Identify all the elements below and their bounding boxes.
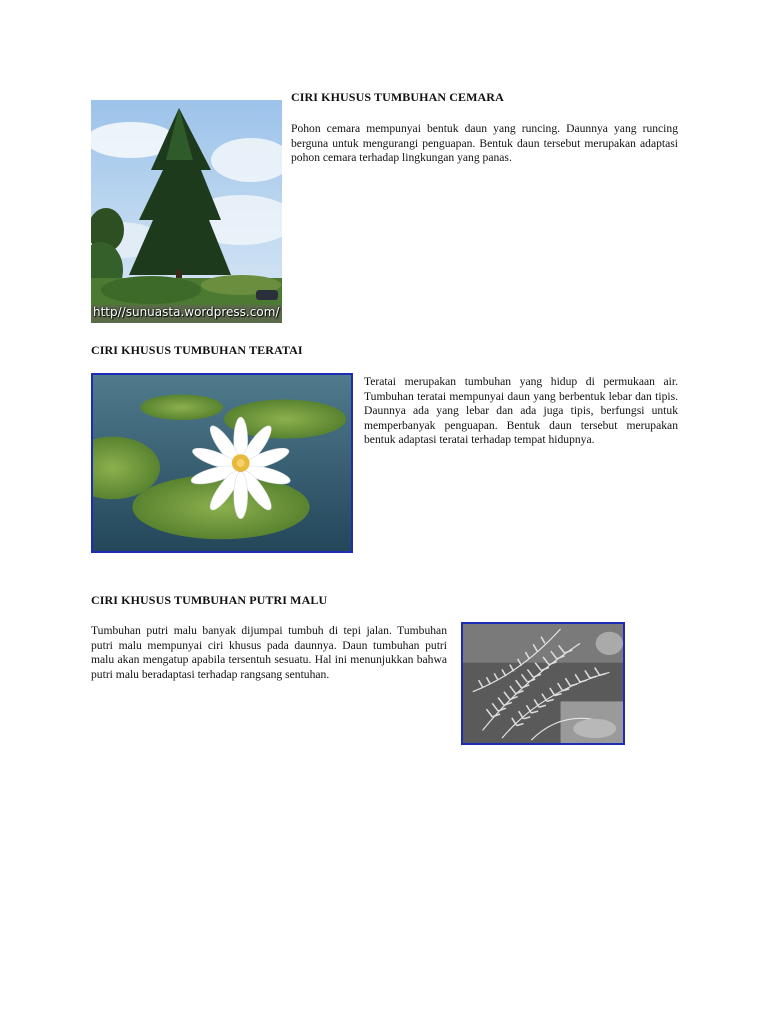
cemara-image [91,100,282,323]
teratai-image [91,373,353,553]
putri-malu-image [461,622,625,745]
cemara-paragraph: Pohon cemara mempunyai bentuk daun yang runcing. Daunnya yang runcing berguna untuk mengurangi penguapan. Bentuk daun tersebut merupakan adaptasi pohon cemara terhadap lingkungan yang panas. [291,122,678,165]
putri-malu-heading: CIRI KHUSUS TUMBUHAN PUTRI MALU [91,593,328,607]
cemara-heading: CIRI KHUSUS TUMBUHAN CEMARA [291,90,504,104]
putri-malu-paragraph: Tumbuhan putri malu banyak dijumpai tumbuh di tepi jalan. Tumbuhan putri malu mempunyai ciri khusus pada daunnya. Daun tumbuhan putri malu akan mengatup apabila tersentuh sesuatu. Hal ini menunjukkan bahwa putri malu beradaptasi terhadap rangsang sentuhan. [91,624,447,681]
cemara-image-watermark: http//sunuasta.wordpress.com/ [93,305,280,319]
teratai-paragraph: Teratai merupakan tumbuhan yang hidup di permukaan air. Tumbuhan teratai mempunyai daun yang berbentuk lebar dan tipis. Daunnya ada yang lebar dan ada juga tipis, berfungsi untuk memperbanyak penguapan. Bentuk daun tersebut merupakan bentuk adaptasi teratai terhadap tempat hidupnya. [364,375,678,447]
teratai-heading: CIRI KHUSUS TUMBUHAN TERATAI [91,343,303,357]
